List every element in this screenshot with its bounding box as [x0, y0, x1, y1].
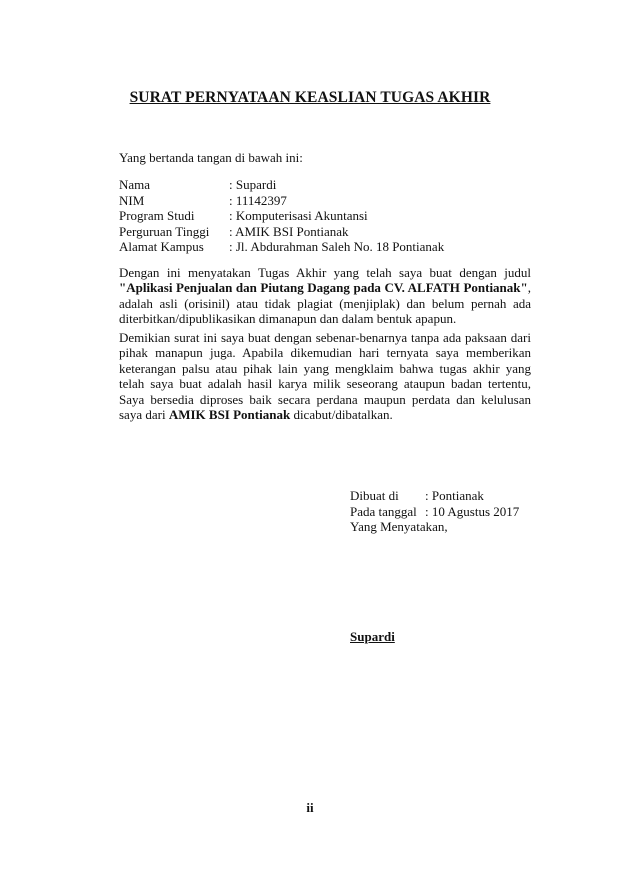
- document-title: SURAT PERNYATAAN KEASLIAN TUGAS AKHIR: [129, 89, 491, 106]
- statement-paragraph: [119, 265, 531, 327]
- field-label: Perguruan Tinggi: [119, 223, 210, 239]
- statement-text-before: Dengan ini menyatakan Tugas Akhir yang telah saya buat dengan judul: [119, 265, 531, 280]
- page-number: ii: [306, 800, 314, 815]
- intro-text: Yang bertanda tangan di bawah ini:: [119, 150, 303, 165]
- identity-fields: [119, 177, 444, 255]
- sign-date-value: : 10 Agustus 2017: [425, 503, 520, 519]
- field-label: Nama: [119, 177, 151, 192]
- field-value: : Supardi: [229, 177, 277, 192]
- institution-name: AMIK BSI Pontianak: [168, 407, 291, 423]
- signature-block: [350, 488, 519, 535]
- field-value: : 11142397: [229, 192, 287, 208]
- declaration-paragraph: [119, 330, 531, 422]
- field-row-alamat-kampus: [119, 239, 444, 255]
- declaration-text-before: Demikian surat ini saya buat dengan sebenar-benarnya tanpa ada paksaan dari pihak manapun juga. Apabila dikemudian hari ternyata saya memberikan keterangan palsu atau pihak lain yang mengklaim bahwa tugas akhir yang telah saya buat adalah hasil karya milik seseorang ataupun badan tertentu, Saya bersedia diproses baik secara perdana maupun perdata dan kelulusan saya dari: [119, 330, 531, 423]
- field-value: : Komputerisasi Akuntansi: [229, 208, 368, 223]
- sign-closing: Yang Menyatakan,: [350, 519, 448, 534]
- field-row-program-studi: [119, 208, 444, 224]
- sign-date-row: [350, 504, 519, 520]
- field-row-nim: [119, 193, 444, 209]
- thesis-title: "Aplikasi Penjualan dan Piutang Dagang pada CV. ALFATH Pontianak": [119, 280, 528, 296]
- field-label: Program Studi: [119, 208, 195, 223]
- field-value: : AMIK BSI Pontianak: [229, 223, 349, 239]
- sign-place-row: [350, 488, 519, 504]
- statement-text-after: , adalah asli (orisinil) atau tidak plagiat (menjiplak) dan belum pernah ada diterbitkan/dipublikasikan dimanapun dan dalam bentuk apapun.: [119, 280, 531, 327]
- field-value: : Jl. Abdurahman Saleh No. 18 Pontianak: [229, 239, 445, 254]
- field-label: NIM: [119, 192, 145, 208]
- sign-place-value: : Pontianak: [425, 488, 484, 503]
- declaration-text-after: dicabut/dibatalkan.: [290, 407, 393, 423]
- sign-place-label: Dibuat di: [350, 488, 399, 503]
- field-label: Alamat Kampus: [119, 239, 204, 254]
- field-row-nama: [119, 177, 444, 193]
- signer-name: Supardi: [350, 629, 395, 644]
- sign-date-label: Pada tanggal: [350, 503, 417, 519]
- field-row-perguruan-tinggi: [119, 224, 444, 240]
